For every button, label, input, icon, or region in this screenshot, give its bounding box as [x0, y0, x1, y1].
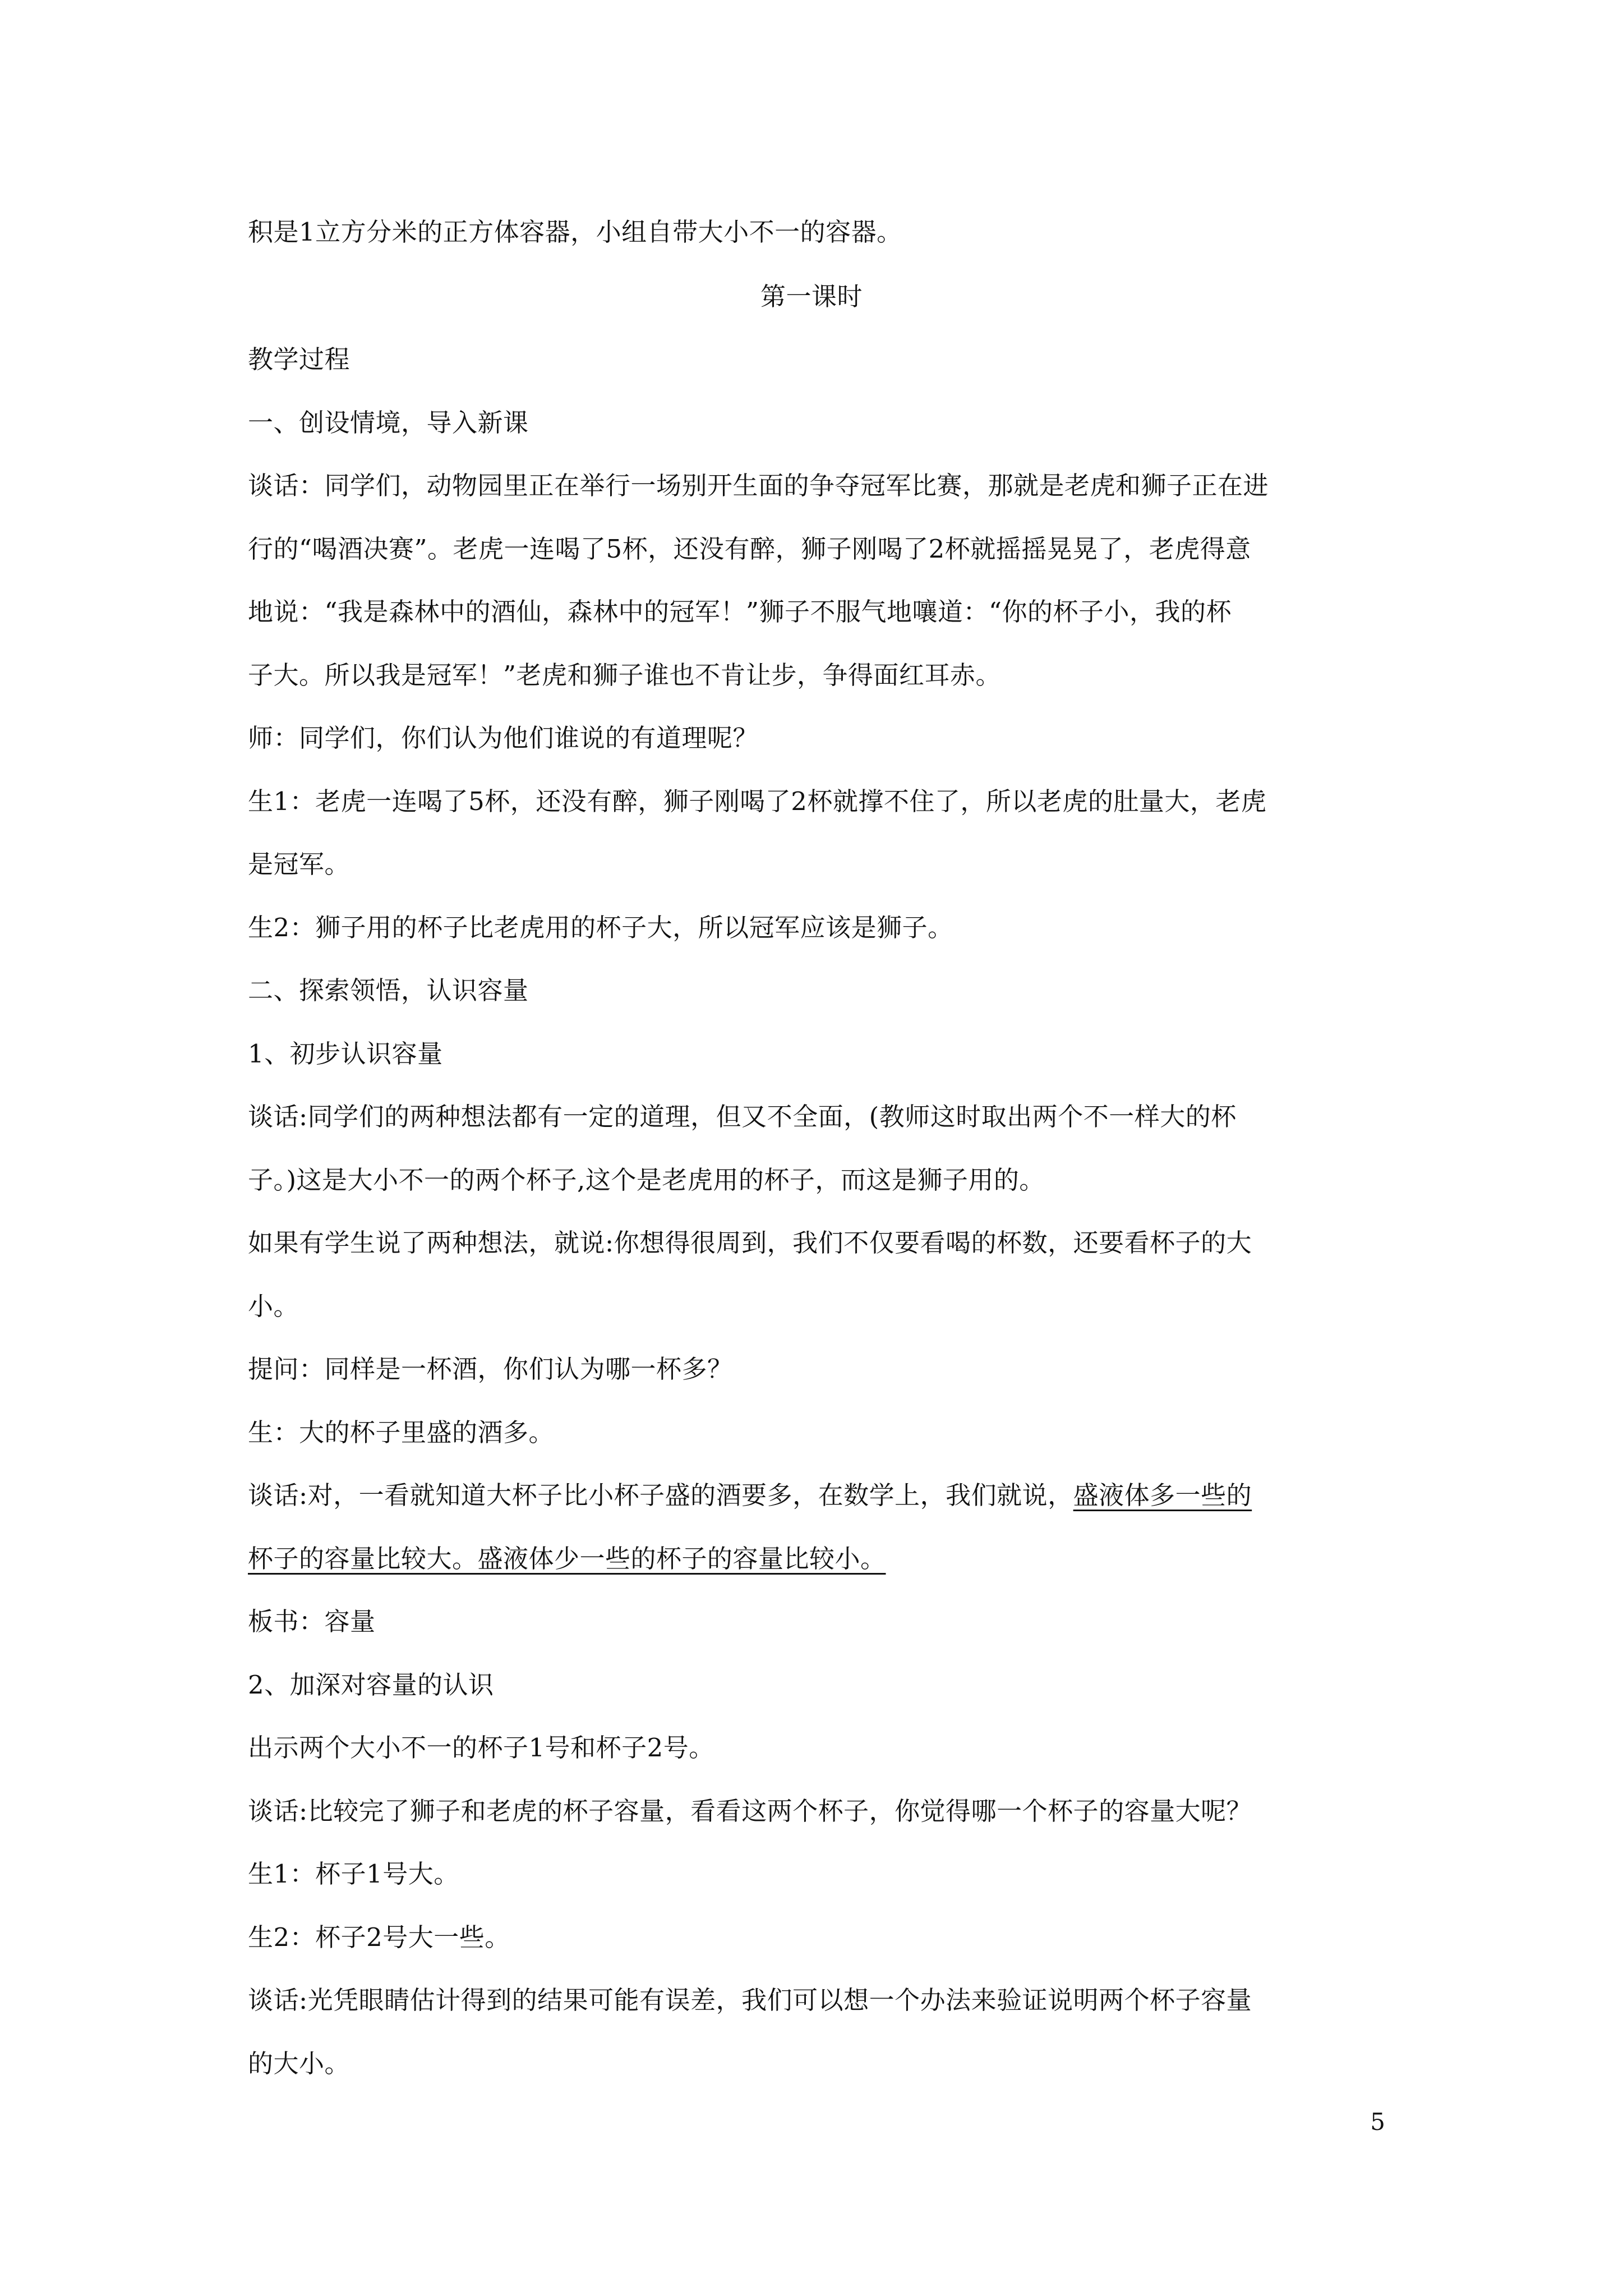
- paragraph-line: [248, 1479, 1392, 1512]
- paragraph-line: 子大。所以我是冠军！”老虎和狮子谁也不肯让步，争得面红耳赤。: [248, 660, 1002, 690]
- paragraph-line: 谈话:比较完了狮子和老虎的杯子容量，看看这两个杯子，你觉得哪一个杯子的容量大呢？: [248, 1796, 1252, 1826]
- paragraph-line: 地说：“我是森林中的酒仙，森林中的冠军！”狮子不服气地嚷道：“你的杯子小，我的杯: [248, 597, 1232, 627]
- paragraph-line: 小。: [248, 1291, 299, 1321]
- paragraph-line: 生2：杯子2号大一些。: [248, 1922, 510, 1952]
- paragraph-line: 谈话:光凭眼睛估计得到的结果可能有误差，我们可以想一个办法来验证说明两个杯子容量: [248, 1985, 1252, 2015]
- paragraph-line: 师：同学们，你们认为他们谁说的有道理呢？: [248, 723, 759, 753]
- section-heading: 教学过程: [248, 344, 351, 374]
- paragraph-line: 生：大的杯子里盛的酒多。: [248, 1418, 555, 1447]
- paragraph-line: 出示两个大小不一的杯子1号和杯子2号。: [248, 1733, 714, 1763]
- paragraph-line: 子。)这是大小不一的两个杯子,这个是老虎用的杯子，而这是狮子用的。: [248, 1165, 1045, 1195]
- section-heading: 一、创设情境，导入新课: [248, 408, 529, 438]
- paragraph-line: 生2：狮子用的杯子比老虎用的杯子大，所以冠军应该是狮子。: [248, 913, 953, 942]
- paragraph-line: 积是1立方分米的正方体容器，小组自带大小不一的容器。: [248, 217, 902, 247]
- page-number: 5: [1370, 2108, 1385, 2136]
- paragraph-line: 生1：老虎一连喝了5杯，还没有醉，狮子刚喝了2杯就撑不住了，所以老虎的肚量大，老虎: [248, 786, 1267, 816]
- section-heading: 二、探索领悟，认识容量: [248, 976, 529, 1005]
- paragraph-line: 行的“喝酒决赛”。老虎一连喝了5杯，还没有醉，狮子刚喝了2杯就摇摇晃晃了，老虎得意: [248, 534, 1251, 564]
- paragraph-line: 是冠军。: [248, 849, 351, 879]
- paragraph-line: 的大小。: [248, 2049, 351, 2078]
- paragraph-line: 如果有学生说了两种想法，就说:你想得很周到，我们不仅要看喝的杯数，还要看杯子的大: [248, 1228, 1252, 1258]
- paragraph-line: 谈话:同学们的两种想法都有一定的道理，但又不全面，(教师这时取出两个不一样大的杯: [248, 1102, 1237, 1131]
- section-heading: 1、初步认识容量: [248, 1039, 443, 1069]
- paragraph-line: 生1：杯子1号大。: [248, 1859, 459, 1889]
- section-heading: 2、加深对容量的认识: [248, 1670, 494, 1700]
- section-heading: 第一课时: [760, 282, 863, 311]
- paragraph-line: 提问：同样是一杯酒，你们认为哪一杯多？: [248, 1354, 733, 1384]
- paragraph-text: 谈话:对，一看就知道大杯子比小杯子盛的酒要多，在数学上，我们就说，: [248, 1480, 1073, 1510]
- paragraph-line: 谈话：同学们，动物园里正在举行一场别开生面的争夺冠军比赛，那就是老虎和狮子正在进: [248, 471, 1269, 500]
- underlined-text: 杯子的容量比较大。盛液体少一些的杯子的容量比较小。: [248, 1544, 886, 1573]
- underlined-text: 盛液体多一些的: [1073, 1480, 1252, 1510]
- paragraph-line: 板书：容量: [248, 1607, 376, 1636]
- paragraph-line: [248, 1542, 1392, 1576]
